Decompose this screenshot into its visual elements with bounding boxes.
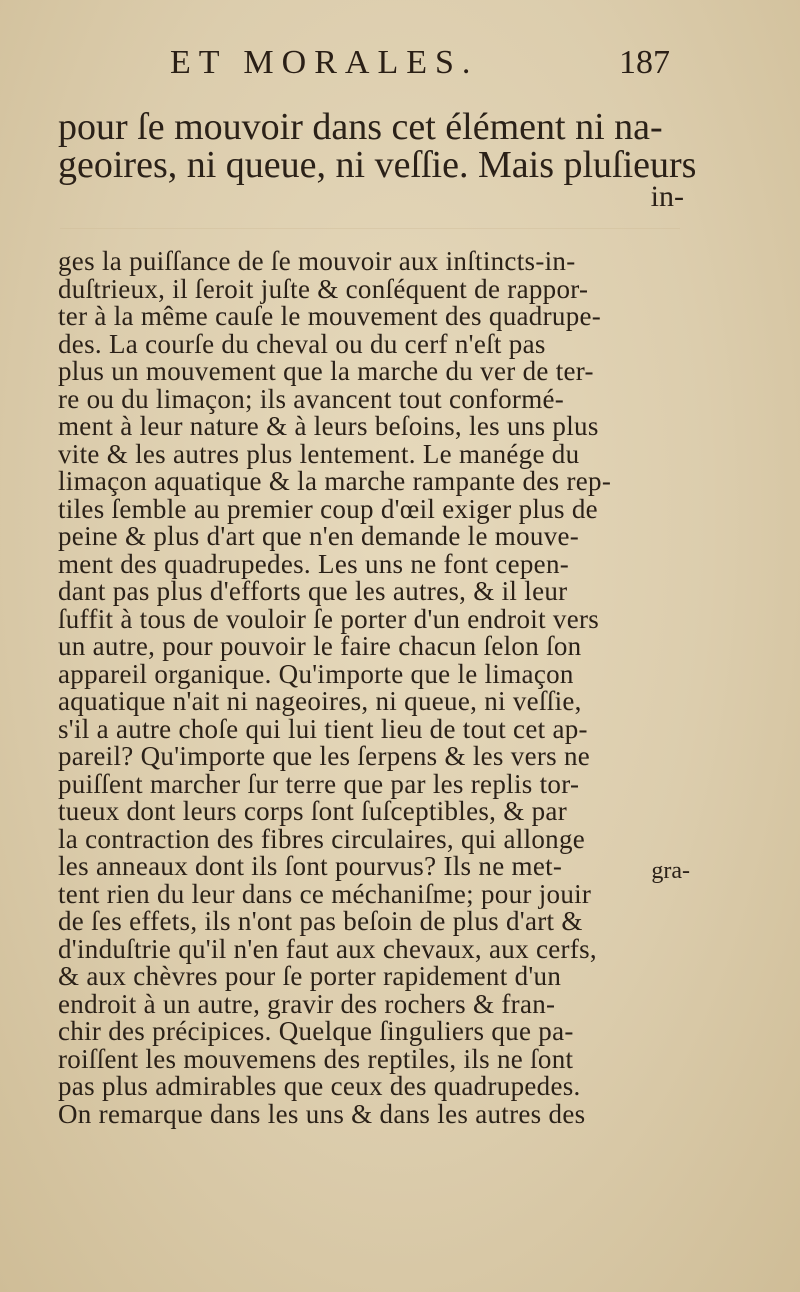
text-line: les anneaux dont ils ſont pourvus? Ils ne met- — [58, 851, 563, 881]
text-line: pareil? Qu'importe que les ſerpens & les vers ne — [58, 741, 591, 771]
lead-catchword: in- — [650, 180, 684, 213]
text-line: ges la puiſſance de ſe mouvoir aux inſtincts-in- — [58, 246, 576, 276]
text-line: On remarque dans les uns & dans les autres des — [58, 1098, 586, 1129]
text-line: tueux dont leurs corps ſont ſuſceptibles, & par — [58, 796, 567, 826]
footer-catchword: gra- — [651, 858, 690, 884]
text-line: tiles ſemble au premier coup d'œil exiger plus de — [58, 493, 598, 524]
page-number: 187 — [619, 44, 670, 81]
text-line: la contraction des fibres circulaires, qui allonge — [58, 823, 586, 854]
text-line: roiſſent les mouvemens des reptiles, ils ne ſont — [58, 1043, 574, 1074]
text-line: re ou du limaçon; ils avancent tout conformé- — [58, 383, 565, 414]
text-line: d'induſtrie qu'il n'en faut aux chevaux, aux cerfs, — [58, 933, 597, 964]
text-line: endroit à un autre, gravir des rochers & fran- — [58, 988, 556, 1019]
lead-line: geoires, ni queue, ni veſſie. Mais pluſieurs — [58, 144, 697, 186]
text-line: de ſes effets, ils n'ont pas beſoin de plus d'art & — [58, 906, 583, 936]
text-line: & aux chèvres pour ſe porter rapidement d'un — [58, 961, 562, 991]
text-line: tent rien du leur dans ce méchaniſme; pour jouir — [58, 878, 592, 909]
text-line: dant pas plus d'efforts que les autres, & il leur — [58, 576, 568, 606]
body-text — [58, 248, 688, 1128]
page-divider — [60, 228, 680, 229]
text-line: vite & les autres plus lentement. Le manége du — [58, 438, 580, 469]
text-line: chir des précipices. Quelque ſinguliers que pa- — [58, 1016, 574, 1046]
text-line: ſuffit à tous de vouloir ſe porter d'un endroit vers — [58, 603, 600, 634]
text-line: ment à leur nature & à leurs beſoins, les uns plus — [58, 411, 599, 441]
page-header — [170, 44, 670, 104]
text-line: plus un mouvement que la marche du ver de ter- — [58, 356, 594, 386]
text-line: peine & plus d'art que n'en demande le mouve- — [58, 521, 580, 551]
text-line: un autre, pour pouvoir le faire chacun ſelon ſon — [58, 631, 582, 661]
text-line: appareil organique. Qu'importe que le limaçon — [58, 658, 574, 689]
text-line: pas plus admirables que ceux des quadrupedes. — [58, 1071, 581, 1101]
text-line: s'il a autre choſe qui lui tient lieu de tout cet ap- — [58, 713, 588, 744]
text-line: ter à la même cauſe le mouvement des quadrupe- — [58, 301, 602, 331]
text-line: duſtrieux, il ſeroit juſte & conſéquent de rappor- — [58, 273, 589, 304]
lead-line: pour ſe mouvoir dans cet élément ni na- — [58, 106, 663, 148]
text-line: des. La courſe du cheval ou du cerf n'eſt pas — [58, 328, 546, 359]
lead-fragment — [58, 106, 697, 213]
text-line: puiſſent marcher ſur terre que par les replis tor- — [58, 768, 580, 799]
text-line: limaçon aquatique & la marche rampante des rep- — [58, 466, 612, 496]
running-head: ET MORALES. — [170, 44, 479, 81]
text-line: ment des quadrupedes. Les uns ne font cepen- — [58, 548, 570, 579]
text-line: aquatique n'ait ni nageoires, ni queue, ni veſſie, — [58, 686, 582, 716]
